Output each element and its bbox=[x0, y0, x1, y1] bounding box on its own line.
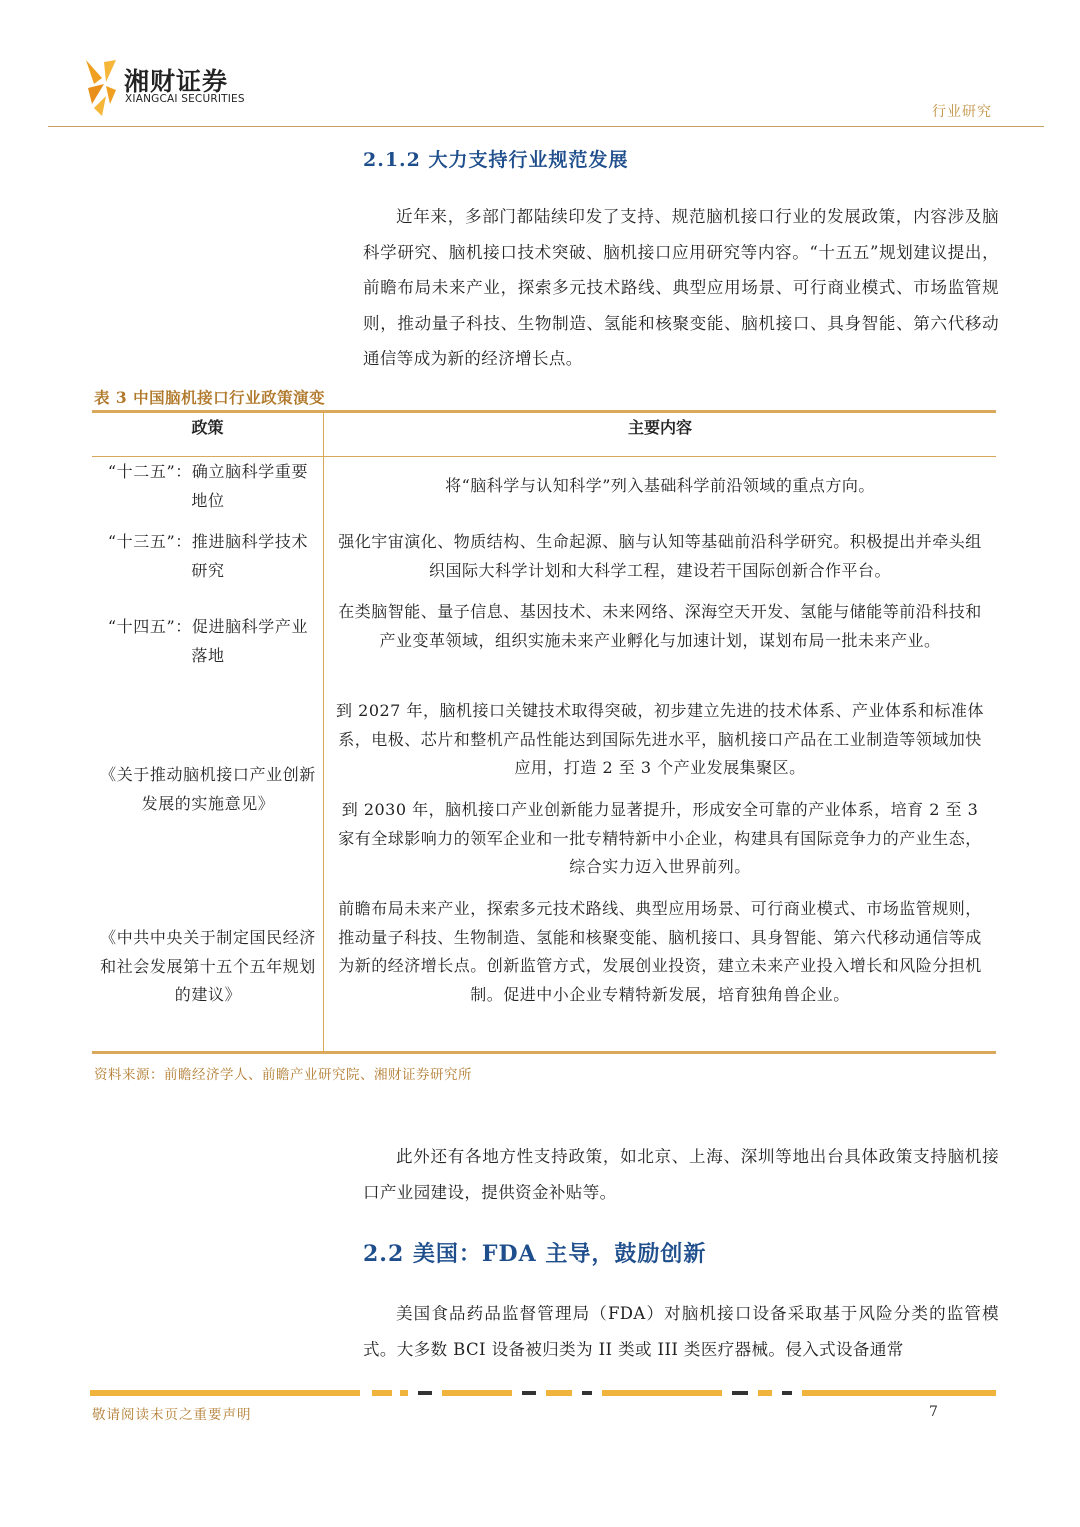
table-bottom-rule bbox=[92, 1051, 996, 1054]
table-cell-content: 到 2030 年，脑机接口产业创新能力显著提升，形成安全可靠的产业体系，培育 2 至 3 家有全球影响力的领军企业和一批专精特新中小企业，构建具有国际竞争力的产业生态，综合实力迈入世界前列。 bbox=[338, 800, 982, 876]
table-cell-content: 在类脑智能、量子信息、基因技术、未来网络、深海空天开发、氢能与储能等前沿科技和产业变革领域，组织实施未来产业孵化与加速计划，谋划布局一批未来产业。 bbox=[338, 602, 982, 650]
body-paragraph bbox=[363, 1296, 999, 1367]
table-cell-content: 将“脑科学与认知科学”列入基础科学前沿领域的重点方向。 bbox=[445, 476, 875, 495]
table-cell-content: 到 2027 年，脑机接口关键技术取得突破，初步建立先进的技术体系、产业体系和标准体系，电极、芯片和整机产品性能达到国际先进水平，脑机接口产品在工业制造等领域加快应用，打造 2 至 3 个产业发展集聚区。 bbox=[336, 701, 984, 777]
paragraph-text: 近年来，多部门都陆续印发了支持、规范脑机接口行业的发展政策，内容涉及脑科学研究、脑机接口技术突破、脑机接口应用研究等内容。“十五五”规划建议提出，前瞻布局未来产业，探索多元技术路线、典型应用场景、可行商业模式、市场监管规则，推动量子科技、生物制造、氢能和核聚变能、脑机接口、具身智能、第六代移动通信等成为新的经济增长点。 bbox=[363, 207, 999, 368]
header-divider bbox=[48, 126, 1044, 127]
page-number: 7 bbox=[929, 1404, 938, 1420]
table-cell-content: 前瞻布局未来产业，探索多元技术路线、典型应用场景、可行商业模式、市场监管规则，推动量子科技、生物制造、氢能和核聚变能、脑机接口、具身智能、第六代移动通信等成为新的经济增长点。创新监管方式，发展创业投资，建立未来产业投入增长和风险分担机制。促进中小企业专精特新发展，培育独角兽企业。 bbox=[338, 899, 982, 1004]
footer-disclaimer-note: 敬请阅读末页之重要声明 bbox=[92, 1407, 252, 1423]
body-paragraph bbox=[363, 1139, 999, 1210]
table-header-rule bbox=[92, 456, 996, 457]
brand-name-en: XIANGCAI SECURITIES bbox=[125, 93, 245, 105]
section-heading-2-1-2: 2.1.2 大力支持行业规范发展 bbox=[363, 149, 629, 171]
body-paragraph bbox=[363, 199, 999, 377]
table-cell-content: 强化宇宙演化、物质结构、生命起源、脑与认知等基础前沿科学研究。积极提出并牵头组织国际大科学计划和大科学工程，建设若干国际创新合作平台。 bbox=[338, 532, 982, 580]
table-cell-policy: 《关于推动脑机接口产业创新发展的实施意见》 bbox=[100, 765, 316, 813]
table-header-policy: 政策 bbox=[191, 418, 224, 437]
paragraph-text: 美国食品药品监督管理局（FDA）对脑机接口设备采取基于风险分类的监管模式。大多数 BCI 设备被归类为 II 类或 III 类医疗器械。侵入式设备通常 bbox=[363, 1304, 999, 1359]
paragraph-text: 此外还有各地方性支持政策，如北京、上海、深圳等地出台具体政策支持脑机接口产业园建设，提供资金补贴等。 bbox=[363, 1147, 999, 1202]
table-cell-policy: “十四五”：促进脑科学产业落地 bbox=[107, 617, 309, 665]
table-header-content: 主要内容 bbox=[627, 418, 692, 437]
table-cell-policy: “十三五”：推进脑科学技术研究 bbox=[107, 532, 309, 580]
table-top-rule bbox=[92, 410, 996, 413]
table-column-divider bbox=[323, 413, 324, 1051]
table-cell-policy: 《中共中央关于制定国民经济和社会发展第十五个五年规划的建议》 bbox=[100, 928, 316, 1004]
table-cell-policy: “十二五”：确立脑科学重要地位 bbox=[107, 462, 309, 510]
table-caption: 表 3 中国脑机接口行业政策演变 bbox=[94, 388, 326, 407]
section-heading-2-2: 2.2 美国：FDA 主导，鼓励创新 bbox=[363, 1241, 707, 1267]
brand-name-cn: 湘财证券 bbox=[124, 67, 229, 96]
table-source-note: 资料来源：前瞻经济学人、前瞻产业研究院、湘财证券研究所 bbox=[94, 1067, 472, 1083]
xiangcai-logo-icon bbox=[84, 58, 118, 118]
section-tag: 行业研究 bbox=[932, 104, 992, 120]
footer-decorative-bar bbox=[90, 1390, 996, 1396]
